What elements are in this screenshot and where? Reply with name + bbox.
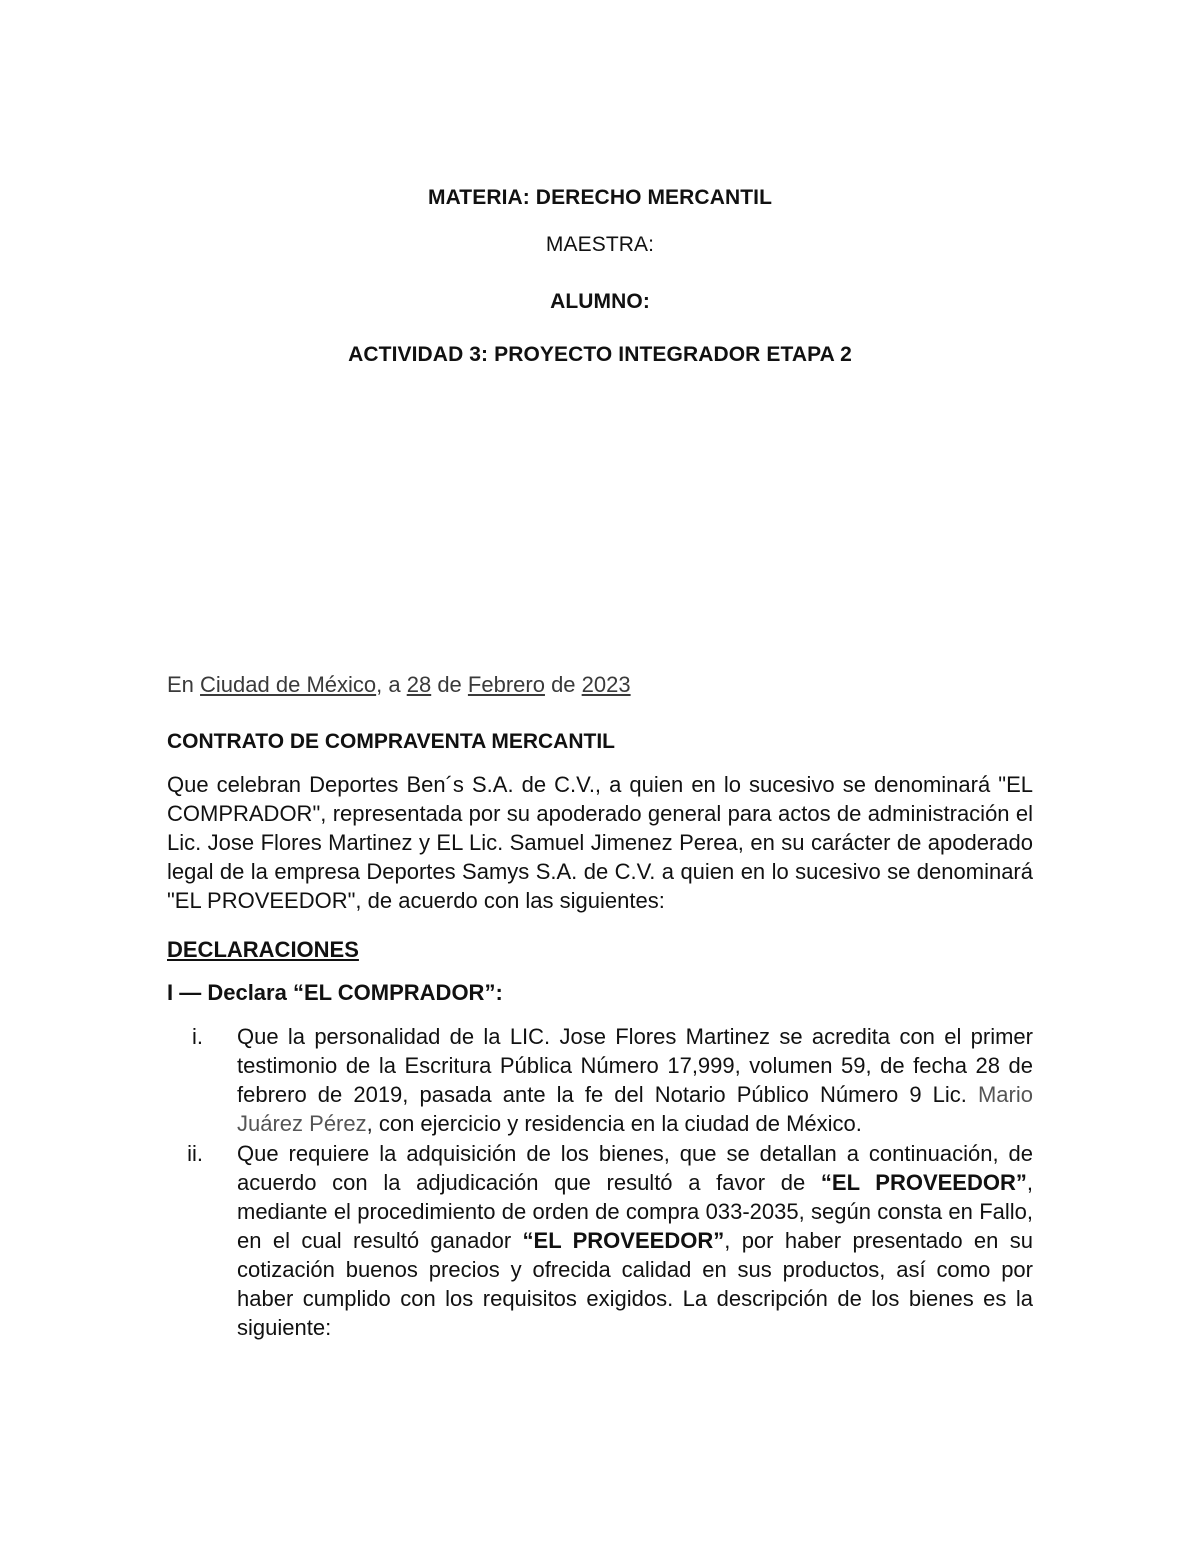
item-text-part: , por haber presentado en su cotización buenos precios y ofrecida calidad en sus productos, así como por haber cumplido con los requisitos exigidos. La descripción de los bienes es la siguiente: — [237, 1228, 1033, 1340]
declarations-subheading: I — Declara “EL COMPRADOR”: — [167, 980, 503, 1005]
item-text-part: , mediante el procedimiento de orden de compra 033-2035, según consta en Fallo, en el cual resultó ganador — [237, 1170, 1033, 1253]
item-text-part: , con ejercicio y residencia en la ciudad de México. — [366, 1111, 862, 1136]
dateline-sep3: de — [544, 672, 582, 697]
list-item-text — [237, 1022, 1033, 1138]
subject-line: MATERIA: DERECHO MERCANTIL — [427, 186, 773, 209]
item-text-part: Que la personalidad de la LIC. Jose Flores Martinez se acredita con el primer testimonio de la Escritura Pública Número 17,999, volumen 59, de fecha 28 de febrero de 2019, pasada ante la fe del Notario Público Número 9 Lic. — [237, 1024, 1033, 1107]
declarations-heading: DECLARACIONES — [167, 937, 359, 962]
notary-name: Mario Juárez Pérez — [237, 1082, 1033, 1136]
dateline-sep2: de — [431, 672, 468, 697]
dateline-sep1: , a — [376, 672, 407, 697]
activity-line: ACTIVIDAD 3: PROYECTO INTEGRADOR ETAPA 2 — [348, 343, 852, 366]
bold-party-name: “EL PROVEEDOR” — [820, 1170, 1027, 1195]
dateline — [167, 670, 1033, 699]
dateline-prefix: En — [167, 672, 201, 697]
contract-intro-paragraph: Que celebran Deportes Ben´s S.A. de C.V., a quien en lo sucesivo se denominará "EL COMPRADOR", representada por su apoderado general para actos de administración el Lic. Jose Flores Martinez y EL Lic. Samuel Jimenez Perea, en su carácter de apoderado legal de la empresa Deportes Samys S.A. de C.V. a quien en lo sucesivo se denominará "EL PROVEEDOR", de acuerdo con las siguientes: — [167, 772, 1033, 913]
dateline-year: 2023 — [581, 672, 631, 697]
dateline-month: Febrero — [467, 672, 545, 697]
teacher-line: MAESTRA: — [545, 233, 655, 256]
list-item-text — [237, 1139, 1033, 1342]
student-line: ALUMNO: — [550, 290, 650, 313]
dateline-day: 28 — [406, 672, 432, 697]
list-marker: ii. — [187, 1141, 203, 1166]
contract-title: CONTRATO DE COMPRAVENTA MERCANTIL — [167, 730, 615, 753]
list-marker: i. — [192, 1024, 203, 1049]
bold-party-name: “EL PROVEEDOR” — [522, 1228, 725, 1253]
dateline-city: Ciudad de México — [200, 672, 377, 697]
item-text-part: Que requiere la adquisición de los bienes, que se detallan a continuación, de acuerdo con la adjudicación que resultó a favor de — [237, 1141, 1033, 1195]
